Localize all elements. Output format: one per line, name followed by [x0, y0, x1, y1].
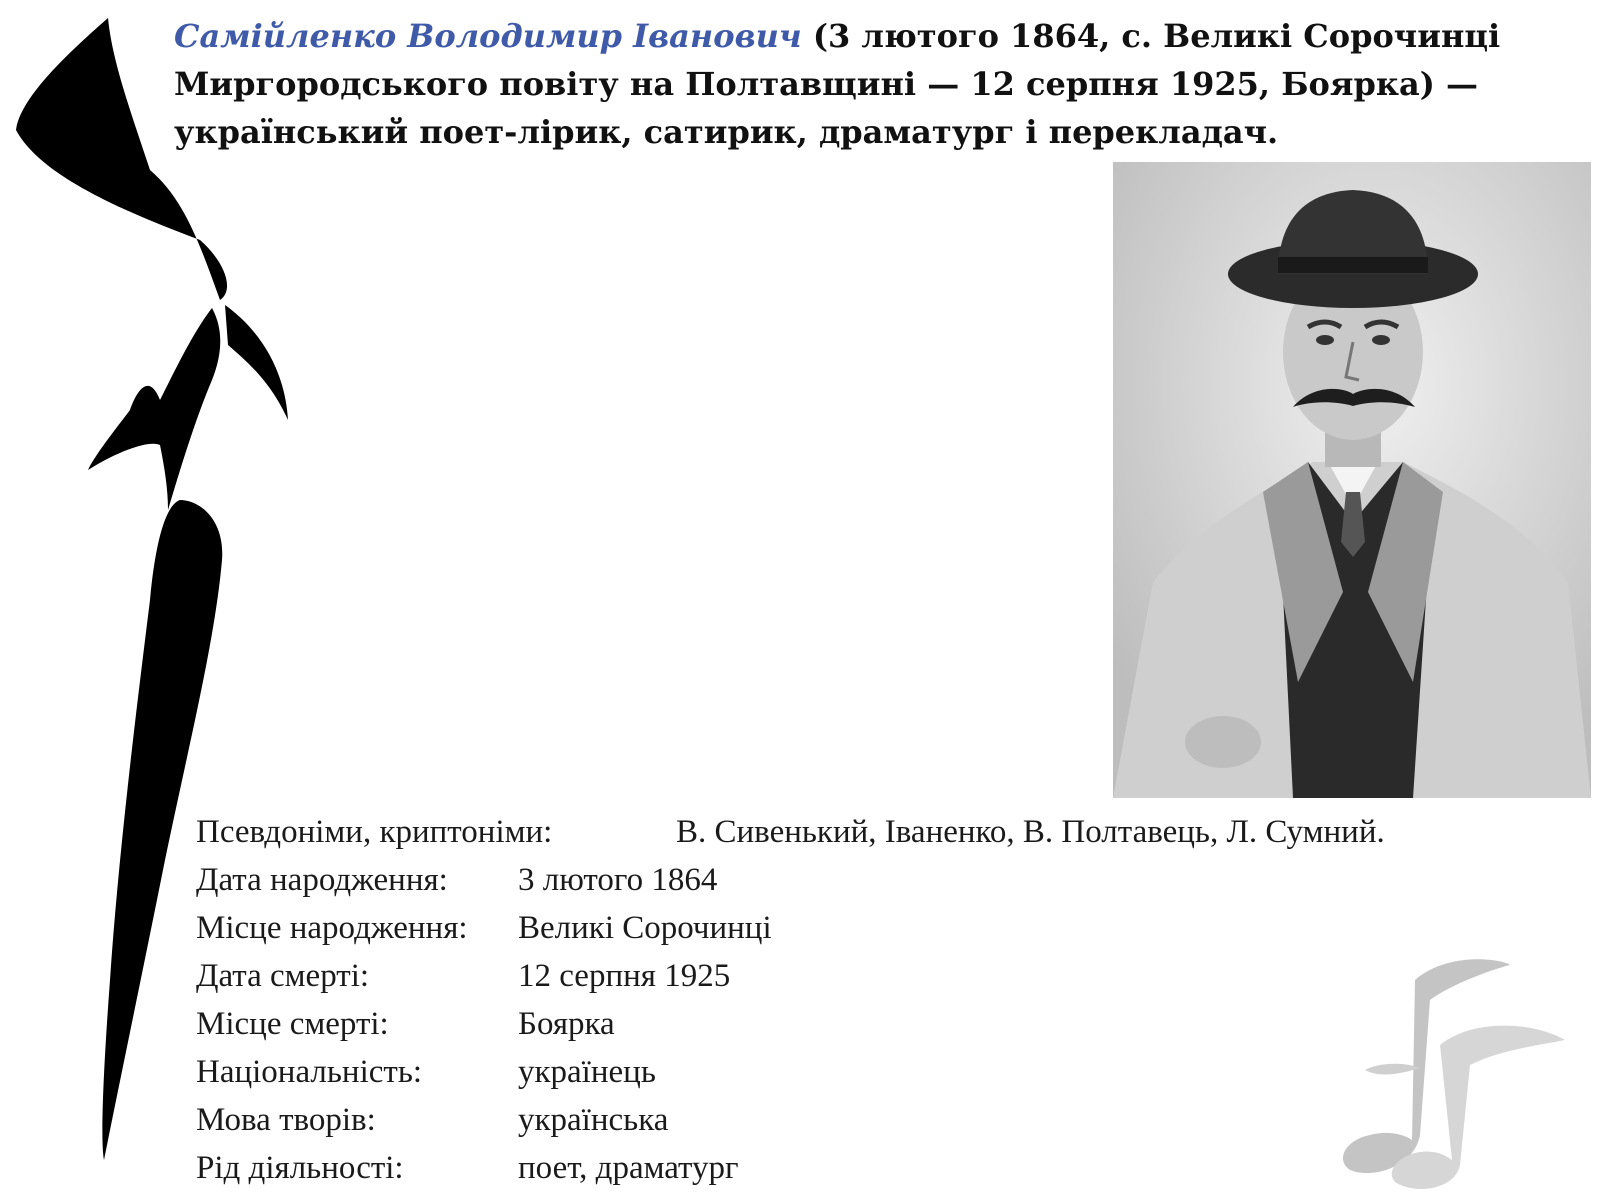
- fact-row-death-place: [196, 1000, 1385, 1048]
- fact-value: поет, драматург: [518, 1150, 739, 1186]
- fact-value: Великі Сорочинці: [518, 910, 772, 946]
- fact-row-occupation: [196, 1144, 1385, 1192]
- fact-value: 3 лютого 1864: [518, 862, 718, 898]
- fact-value: 12 серпня 1925: [518, 958, 731, 994]
- fact-value: українець: [518, 1054, 656, 1090]
- fact-value: В. Сивенький, Іваненко, В. Полтавець, Л. Сумний.: [676, 814, 1385, 850]
- fact-row-death-date: [196, 952, 1385, 1000]
- fact-row-pseudonyms: [196, 808, 1385, 856]
- fact-row-birth-date: [196, 856, 1385, 904]
- fact-label: Дата народження:: [196, 862, 448, 898]
- poet-name: Самійленко Володимир Іванович: [174, 17, 802, 55]
- fact-label: Національність:: [196, 1054, 423, 1090]
- bio-header: [174, 12, 1574, 156]
- fact-label: Рід діяльності:: [196, 1150, 404, 1186]
- portrait-photo: [1113, 162, 1591, 798]
- facts-table: [196, 808, 1385, 1192]
- fact-row-nationality: [196, 1048, 1385, 1096]
- fact-value: українська: [518, 1102, 669, 1138]
- fact-label: Місце народження:: [196, 910, 468, 946]
- fact-label: Дата смерті:: [196, 958, 370, 994]
- fact-row-birth-place: [196, 904, 1385, 952]
- fact-label: Псевдоніми, криптоніми:: [196, 814, 553, 850]
- fact-value: Боярка: [518, 1006, 615, 1042]
- music-notes-icon: [1320, 950, 1590, 1190]
- fact-label: Місце смерті:: [196, 1006, 389, 1042]
- fact-row-language: [196, 1096, 1385, 1144]
- bio-description: (3 лютого 1864, с. Великі Сорочинці Миргородського повіту на Полтавщині — 12 серпня 1925, Боярка) — український поет-лірик, сатирик, драматург і перекладач.: [174, 17, 1501, 151]
- fact-label: Мова творів:: [196, 1102, 376, 1138]
- portrait-image: [1113, 162, 1591, 798]
